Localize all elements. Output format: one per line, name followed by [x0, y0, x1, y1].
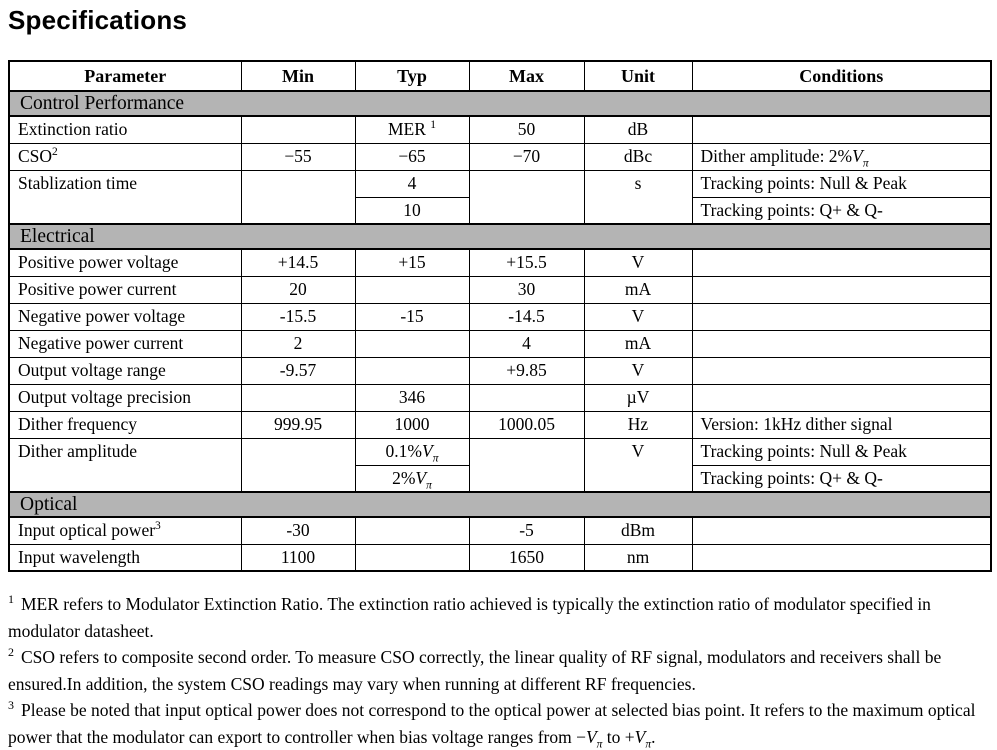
column-header-unit: Unit: [584, 61, 692, 91]
cell-parameter: Output voltage range: [9, 357, 241, 384]
cell-parameter: Input optical power$^3$: [9, 517, 241, 544]
column-header-typ: Typ: [355, 61, 469, 91]
cell-max: +15.5: [469, 249, 584, 276]
cell-max: [469, 384, 584, 411]
cell-min: [241, 438, 355, 492]
cell-typ: 1000: [355, 411, 469, 438]
cell-parameter: Negative power voltage: [9, 303, 241, 330]
table-row-dither-amplitude: [9, 438, 991, 465]
cell-conditions-sub1: Tracking points: Null & Peak: [692, 170, 991, 197]
cell-unit: Hz: [584, 411, 692, 438]
cell-min: -30: [241, 517, 355, 544]
cell-min: [241, 170, 355, 224]
table-row-dither-frequency: [9, 411, 991, 438]
footnote-1: [8, 591, 993, 644]
cell-parameter: Positive power current: [9, 276, 241, 303]
cell-unit: dBm: [584, 517, 692, 544]
table-row-negative-power-current: [9, 330, 991, 357]
specifications-table: [8, 60, 992, 572]
cell-typ-sub1: $0.1\%V_\pi$: [355, 438, 469, 465]
column-header-max: Max: [469, 61, 584, 91]
cell-conditions: [692, 303, 991, 330]
cell-conditions: Version: 1kHz dither signal: [692, 411, 991, 438]
cell-max: 1000.05: [469, 411, 584, 438]
table-row-extinction-ratio: [9, 116, 991, 143]
footnotes: [8, 591, 993, 750]
cell-typ-sub2: $2\%V_\pi$: [355, 465, 469, 492]
cell-conditions-sub2: Tracking points: Q+ & Q-: [692, 465, 991, 492]
cell-min: [241, 384, 355, 411]
footnote-marker: 2: [8, 645, 14, 660]
cell-max: -14.5: [469, 303, 584, 330]
cell-conditions-sub1: Tracking points: Null & Peak: [692, 438, 991, 465]
cell-max: [469, 170, 584, 224]
column-header-parameter: Parameter: [9, 61, 241, 91]
cell-typ-sub1: 4: [355, 170, 469, 197]
cell-min: 20: [241, 276, 355, 303]
table-row-positive-power-current: [9, 276, 991, 303]
cell-typ: [355, 330, 469, 357]
cell-max: −70: [469, 143, 584, 170]
cell-max: 50: [469, 116, 584, 143]
cell-typ: [355, 544, 469, 571]
cell-typ: -15: [355, 303, 469, 330]
table-header-row: [9, 61, 991, 91]
cell-min: 2: [241, 330, 355, 357]
section-header-optical: [9, 492, 991, 517]
cell-typ: +15: [355, 249, 469, 276]
footnote-text: Please be noted that input optical power does not correspond to the optical power at selected bias point. It refers to the maximum optical power that the modulator can export to controller when bias voltage ranges from $-V_\pi$ to $+V_\pi$.: [8, 700, 976, 750]
table-row-cso: [9, 143, 991, 170]
cell-typ: 346: [355, 384, 469, 411]
cell-parameter: Input wavelength: [9, 544, 241, 571]
cell-conditions: [692, 276, 991, 303]
footnote-marker: 1: [8, 592, 14, 607]
cell-min: −55: [241, 143, 355, 170]
cell-unit: mA: [584, 330, 692, 357]
cell-parameter: Stablization time: [9, 170, 241, 224]
cell-max: 1650: [469, 544, 584, 571]
section-label: Control Performance: [9, 91, 991, 116]
cell-typ: MER $^1$: [355, 116, 469, 143]
cell-unit: mA: [584, 276, 692, 303]
cell-parameter: Output voltage precision: [9, 384, 241, 411]
section-header-electrical: [9, 224, 991, 249]
cell-max: [469, 438, 584, 492]
cell-min: 999.95: [241, 411, 355, 438]
table-row-input-wavelength: [9, 544, 991, 571]
table-row-positive-power-voltage: [9, 249, 991, 276]
cell-typ: [355, 276, 469, 303]
footnote-text: MER refers to Modulator Extinction Ratio. The extinction ratio achieved is typically the extinction ratio of modulator specified in modulator datasheet.: [8, 594, 931, 641]
cell-conditions: [692, 249, 991, 276]
table-row-negative-power-voltage: [9, 303, 991, 330]
cell-conditions: [692, 517, 991, 544]
cell-min: +14.5: [241, 249, 355, 276]
cell-typ: [355, 517, 469, 544]
cell-parameter: Negative power current: [9, 330, 241, 357]
cell-parameter: Extinction ratio: [9, 116, 241, 143]
cell-unit: dBc: [584, 143, 692, 170]
table-row-input-optical-power: [9, 517, 991, 544]
section-header-control-performance: [9, 91, 991, 116]
table-row-output-voltage-precision: [9, 384, 991, 411]
cell-parameter: Dither amplitude: [9, 438, 241, 492]
section-label: Electrical: [9, 224, 991, 249]
cell-conditions: Dither amplitude: $2\%V_\pi$: [692, 143, 991, 170]
cell-max: 30: [469, 276, 584, 303]
footnote-marker: 3: [8, 698, 14, 713]
cell-unit: µV: [584, 384, 692, 411]
footnote-3: [8, 697, 993, 750]
cell-typ: [355, 357, 469, 384]
cell-unit: V: [584, 357, 692, 384]
column-header-conditions: Conditions: [692, 61, 991, 91]
cell-max: 4: [469, 330, 584, 357]
cell-unit: dB: [584, 116, 692, 143]
cell-parameter: Positive power voltage: [9, 249, 241, 276]
page-title: Specifications: [8, 5, 188, 35]
cell-parameter: Dither frequency: [9, 411, 241, 438]
section-label: Optical: [9, 492, 991, 517]
table-row-output-voltage-range: [9, 357, 991, 384]
cell-conditions: [692, 544, 991, 571]
footnote-2: [8, 644, 993, 697]
cell-unit: V: [584, 438, 692, 492]
cell-conditions: [692, 357, 991, 384]
cell-unit: nm: [584, 544, 692, 571]
cell-min: -15.5: [241, 303, 355, 330]
cell-typ-sub2: 10: [355, 197, 469, 224]
cell-typ: −65: [355, 143, 469, 170]
cell-min: -9.57: [241, 357, 355, 384]
footnote-text: CSO refers to composite second order. To measure CSO correctly, the linear quality of RF signal, modulators and receivers shall be ensured.In addition, the system CSO readings may vary when running at different RF frequencies.: [8, 647, 942, 694]
cell-conditions: [692, 330, 991, 357]
cell-max: -5: [469, 517, 584, 544]
cell-conditions-sub2: Tracking points: Q+ & Q-: [692, 197, 991, 224]
column-header-min: Min: [241, 61, 355, 91]
cell-parameter: CSO$^2$: [9, 143, 241, 170]
cell-conditions: [692, 116, 991, 143]
cell-unit: V: [584, 249, 692, 276]
table-row-stablization-time: [9, 170, 991, 197]
cell-max: +9.85: [469, 357, 584, 384]
cell-min: 1100: [241, 544, 355, 571]
cell-min: [241, 116, 355, 143]
cell-unit: s: [584, 170, 692, 224]
cell-conditions: [692, 384, 991, 411]
cell-unit: V: [584, 303, 692, 330]
